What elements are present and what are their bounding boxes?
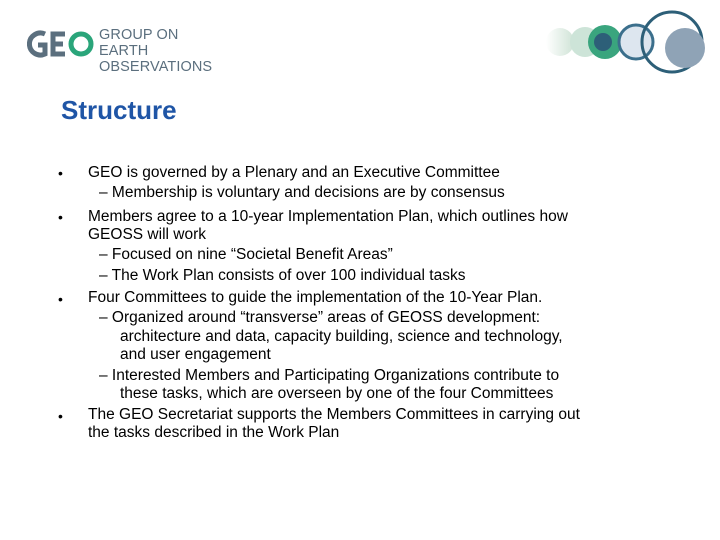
sub-bullet-item-continued: architecture and data, capacity building, science and technology, [120,328,563,345]
slide-title: Structure [61,95,177,125]
sub-bullet-item-continued: and user engagement [120,346,271,363]
bullet-item: Four Committees to guide the implementation of the 10-Year Plan. [88,289,543,306]
sub-bullet-item: – Interested Members and Participating Organizations contribute to [99,367,560,384]
geo-logo [27,24,247,75]
bullet-item-continued: the tasks described in the Work Plan [88,424,340,441]
decorative-circles-icon [540,6,710,76]
bullet-item: Members agree to a 10-year Implementation Plan, which outlines how [88,208,568,225]
bullet-marker: • [58,165,63,181]
sub-bullet-item: – Focused on nine “Societal Benefit Areas” [99,246,393,263]
bullet-item-continued: GEOSS will work [88,226,206,243]
bullet-marker: • [58,209,63,225]
logo-line-1: GROUP ON [99,27,179,43]
bullet-item: GEO is governed by a Plenary and an Executive Committee [88,164,500,181]
geo-logo-mark-icon [27,26,95,62]
logo-wordmark [99,27,247,75]
sub-bullet-item-continued: these tasks, which are overseen by one of the four Committees [120,385,554,402]
logo-line-2: EARTH OBSERVATIONS [99,43,213,75]
sub-bullet-item: – The Work Plan consists of over 100 individual tasks [99,267,466,284]
bullet-marker: • [58,291,63,307]
sub-bullet-item: – Organized around “transverse” areas of GEOSS development: [99,309,541,326]
bullet-marker: • [58,408,63,424]
bullet-item: The GEO Secretariat supports the Members Committees in carrying out [88,406,580,423]
sub-bullet-item: – Membership is voluntary and decisions are by consensus [99,184,505,201]
